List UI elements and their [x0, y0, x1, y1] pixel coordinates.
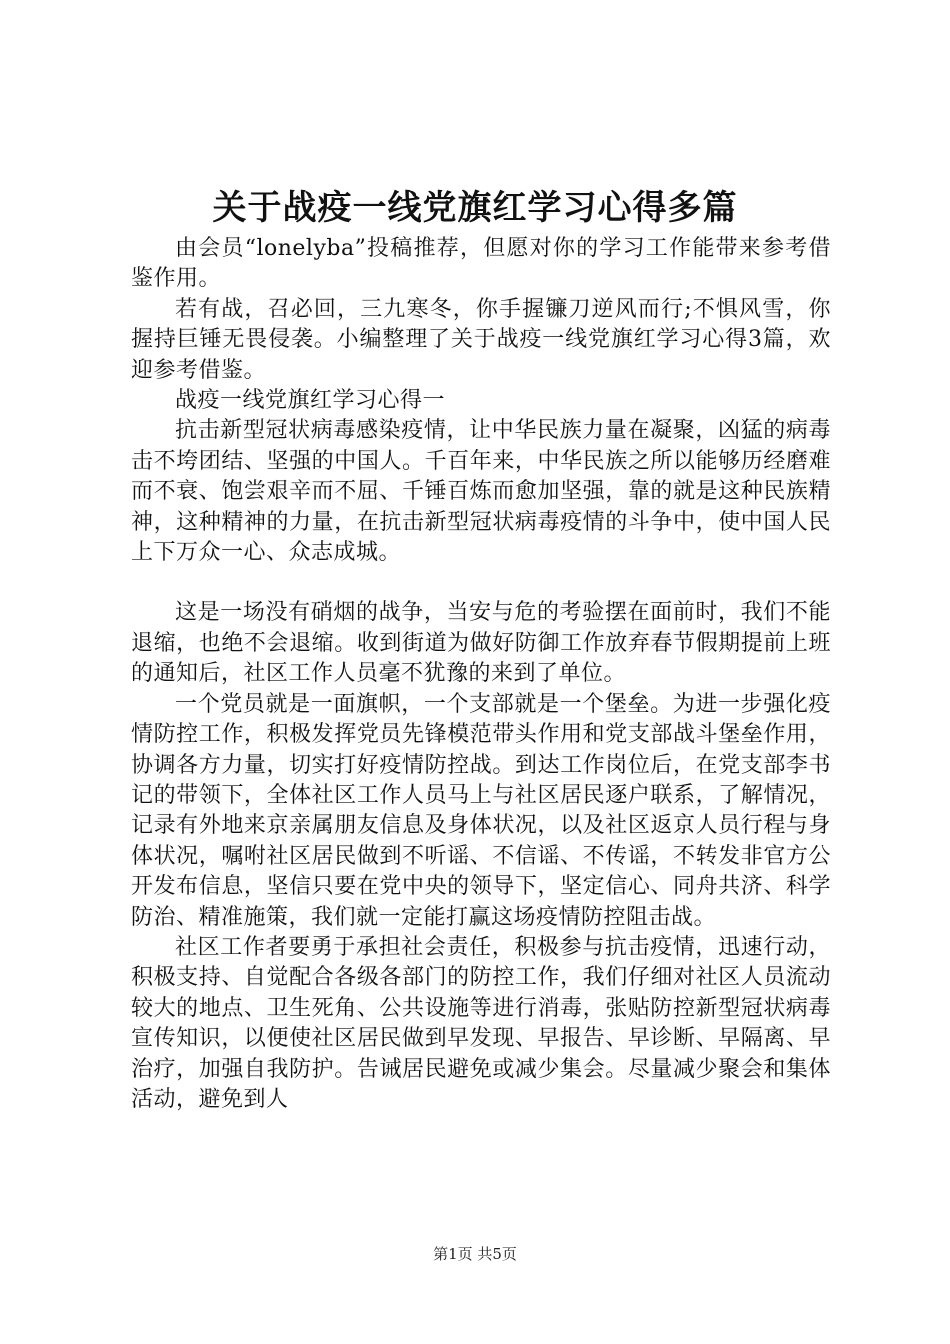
- paragraph: 社区工作者要勇于承担社会责任，积极参与抗击疫情，迅速行动，积极支持、自觉配合各级各部门的防控工作，我们仔细对社区人员流动较大的地点、卫生死角、公共设施等进行消毒，张贴防控新型冠状病毒宣传知识，以便使社区居民做到早发现、早报告、早诊断、早隔离、早治疗，加强自我防护。告诫居民避免或减少集会。尽量减少聚会和集体活动，避免到人: [131, 934, 831, 1112]
- paragraph: 一个党员就是一面旗帜，一个支部就是一个堡垒。为进一步强化疫情防控工作，积极发挥党员先锋模范带头作用和党支部战斗堡垒作用，协调各方力量，切实打好疫情防控战。到达工作岗位后，在党支部李书记的带领下，全体社区工作人员马上与社区居民逐户联系，了解情况，记录有外地来京亲属朋友信息及身体状况，以及社区返京人员行程与身体状况，嘱咐社区居民做到不听谣、不信谣、不传谣，不转发非官方公开发布信息，坚信只要在党中央的领导下，坚定信心、同舟共济、科学防治、精准施策，我们就一定能打赢这场疫情防控阻击战。: [131, 691, 831, 930]
- document-title: 关于战疫一线党旗红学习心得多篇: [212, 188, 738, 228]
- section-heading: 战疫一线党旗红学习心得一: [175, 388, 446, 414]
- paragraph: 抗击新型冠状病毒感染疫情，让中华民族力量在凝聚，凶猛的病毒击不垮团结、坚强的中国人。千百年来，中华民族之所以能够历经磨难而不衰、饱尝艰辛而不屈、千锤百炼而愈加坚强，靠的就是这种民族精神，这种精神的力量，在抗击新型冠状病毒疫情的斗争中，使中国人民上下万众一心、众志成城。: [131, 418, 831, 566]
- paragraph-intro: 由会员“lonelyba”投稿推荐，但愿对你的学习工作能带来参考借鉴作用。: [131, 236, 831, 292]
- paragraph: 这是一场没有硝烟的战争，当安与危的考验摆在面前时，我们不能退缩，也绝不会退缩。收到街道为做好防御工作放弃春节假期提前上班的通知后，社区工作人员毫不犹豫的来到了单位。: [131, 600, 831, 687]
- document-body: [131, 234, 831, 1115]
- paragraph-preface: 若有战，召必回，三九寒冬，你手握镰刀逆风而行;不惧风雪，你握持巨锤无畏侵袭。小编整理了关于战疫一线党旗红学习心得3篇，欢迎参考借鉴。: [131, 296, 831, 383]
- page-number-footer: 第1页 共5页: [433, 1245, 517, 1263]
